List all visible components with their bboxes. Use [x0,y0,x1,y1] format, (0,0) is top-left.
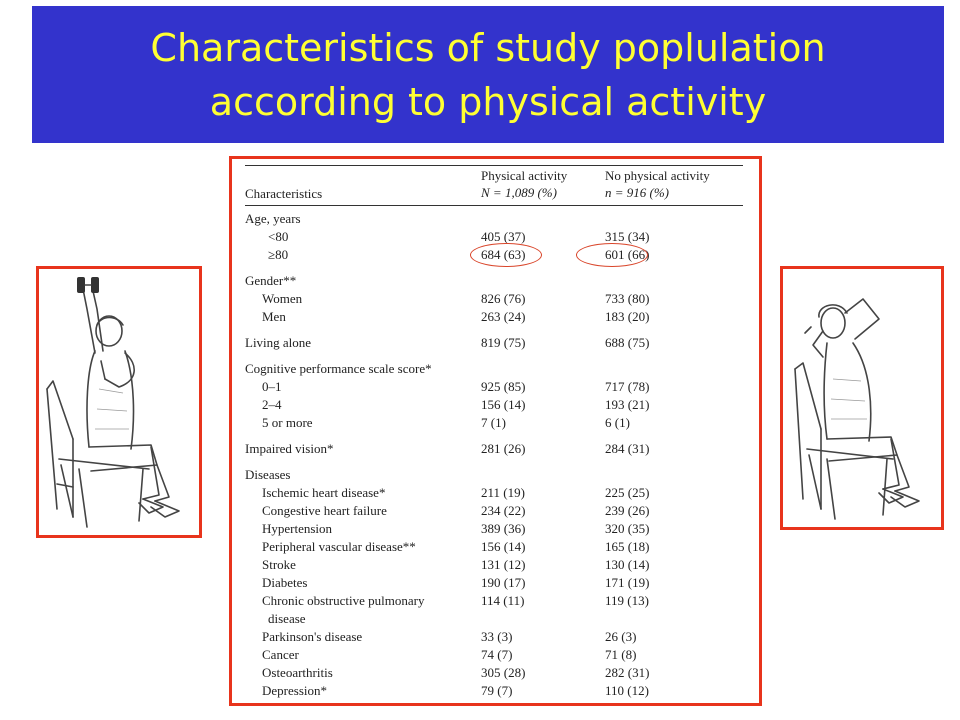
highlight-circle-pa-80plus [470,243,542,267]
row-label: Parkinson's disease [262,629,363,644]
header-no-physical-activity-n: n = 916 (%) [605,185,670,200]
row-value-no-physical-activity: 183 (20) [605,309,650,324]
row-value-physical-activity: 79 (7) [481,683,513,698]
row-value-physical-activity: 131 (12) [481,557,526,572]
row-value-physical-activity: 405 (37) [481,229,526,244]
row-value-no-physical-activity: 165 (18) [605,539,650,554]
row-label: Cancer [262,647,299,662]
row-value-no-physical-activity: 239 (26) [605,503,650,518]
row-value-no-physical-activity: 119 (13) [605,593,649,608]
row-value-no-physical-activity: 71 (8) [605,647,637,662]
row-value-no-physical-activity: 171 (19) [605,575,650,590]
row-value-physical-activity: 819 (75) [481,335,526,350]
row-label: Osteoarthritis [262,665,333,680]
row-label: Age, years [245,211,301,226]
row-label: Gender** [245,273,297,288]
table-top-rule [245,165,743,166]
person-neck-stretch-seated-icon [783,269,941,527]
row-value-no-physical-activity: 688 (75) [605,335,650,350]
row-label: Ischemic heart disease* [262,485,386,500]
row-label: ≥80 [268,247,289,262]
row-value-physical-activity: 234 (22) [481,503,526,518]
row-value-no-physical-activity: 733 (80) [605,291,650,306]
row-value-physical-activity: 684 (63) [481,247,526,262]
row-label: Hypertension [262,521,333,536]
row-value-physical-activity: 156 (14) [481,397,526,412]
row-value-no-physical-activity: 26 (3) [605,629,637,644]
row-value-physical-activity: 74 (7) [481,647,513,662]
header-physical-activity-n: N = 1,089 (%) [481,185,557,200]
row-value-physical-activity: 7 (1) [481,415,506,430]
row-value-physical-activity: 305 (28) [481,665,526,680]
row-value-no-physical-activity: 282 (31) [605,665,650,680]
row-label: Cognitive performance scale score* [245,361,432,376]
row-label: Diseases [245,467,291,482]
row-value-physical-activity: 211 (19) [481,485,525,500]
row-value-physical-activity: 389 (36) [481,521,526,536]
row-value-physical-activity: 33 (3) [481,629,513,644]
person-lifting-dumbbell-seated-icon [39,269,199,535]
row-value-physical-activity: 925 (85) [481,379,526,394]
header-physical-activity: Physical activity [481,168,568,183]
row-label: Impaired vision* [245,441,334,456]
row-label: Chronic obstructive pulmonary [262,593,425,608]
row-label: Women [262,291,303,306]
row-value-no-physical-activity: 284 (31) [605,441,650,456]
row-label: Living alone [245,335,312,350]
row-label: 5 or more [262,415,313,430]
row-value-physical-activity: 156 (14) [481,539,526,554]
row-value-no-physical-activity: 320 (35) [605,521,650,536]
row-value-no-physical-activity: 130 (14) [605,557,650,572]
row-value-no-physical-activity: 717 (78) [605,379,650,394]
row-label: 0–1 [262,379,282,394]
highlight-circle-npa-80plus [576,243,648,267]
row-label: Men [262,309,286,324]
row-value-physical-activity: 190 (17) [481,575,526,590]
left-figure-frame [36,266,202,538]
header-characteristics: Characteristics [245,186,323,201]
row-value-no-physical-activity: 315 (34) [605,229,650,244]
row-value-no-physical-activity: 225 (25) [605,485,650,500]
title-banner [32,6,944,143]
table-frame [229,156,762,706]
header-no-physical-activity: No physical activity [605,168,710,183]
right-figure-frame [780,266,944,530]
row-label: Congestive heart failure [262,503,387,518]
title-line-1: Characteristics of study poplulation [150,25,826,70]
title-line-2: according to physical activity [209,79,767,124]
row-label: Depression* [262,683,327,698]
row-label: Stroke [262,557,296,572]
row-label: disease [268,611,306,626]
row-label: 2–4 [262,397,282,412]
row-value-physical-activity: 263 (24) [481,309,526,324]
row-label: <80 [268,229,289,244]
row-value-physical-activity: 281 (26) [481,441,526,456]
row-value-no-physical-activity: 193 (21) [605,397,650,412]
row-value-physical-activity: 114 (11) [481,593,525,608]
row-value-no-physical-activity: 6 (1) [605,415,630,430]
table-header-rule [245,205,743,206]
row-value-no-physical-activity: 601 (66) [605,247,650,262]
row-label: Diabetes [262,575,308,590]
row-value-physical-activity: 826 (76) [481,291,526,306]
row-value-no-physical-activity: 110 (12) [605,683,649,698]
row-label: Peripheral vascular disease** [262,539,416,554]
